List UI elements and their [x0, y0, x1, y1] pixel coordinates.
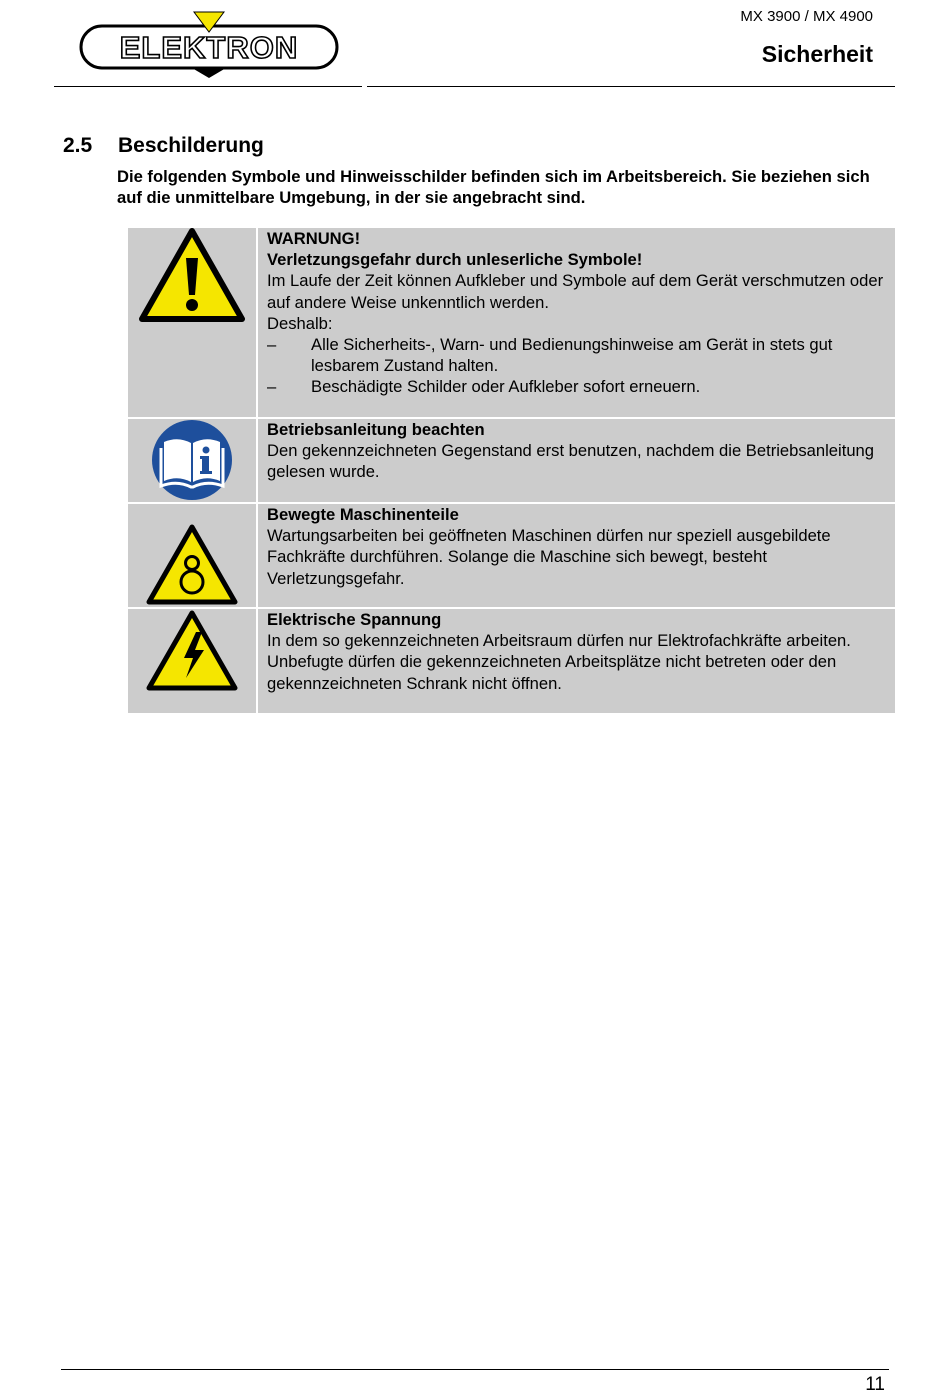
bullet-text: Alle Sicherheits-, Warn- und Bedienungshinweise am Gerät in stets gut lesbarem Zustand halten. [311, 335, 833, 376]
elektron-logo [78, 10, 340, 80]
heading-number: 2.5 [63, 134, 93, 157]
sign-row-voltage [128, 609, 895, 713]
sign-text-cell [258, 609, 895, 713]
sign-label: WARNUNG! [267, 229, 361, 248]
sign-title: Verletzungsgefahr durch unleserliche Symbole! [267, 250, 643, 270]
warning-exclamation-icon [139, 228, 245, 324]
sign-icon-cell [128, 228, 258, 417]
list-item [267, 376, 885, 397]
sign-text: Den gekennzeichneten Gegenstand erst benutzen, nachdem die Betriebsanleitung gelesen wurde. [267, 441, 875, 482]
sign-icon-cell [128, 609, 258, 713]
bullet-text: Beschädigte Schilder oder Aufkleber sofort erneuern. [311, 377, 701, 397]
list-item [267, 334, 885, 376]
bullet-dash: – [267, 335, 277, 355]
sign-row-warning [128, 228, 895, 419]
sign-icon-cell [128, 504, 258, 607]
sign-text-cell [258, 228, 895, 417]
heading-title: Beschilderung [118, 134, 264, 157]
moving-parts-warning-icon [146, 524, 238, 606]
page-number: 11 [865, 1374, 885, 1395]
signs-table [128, 228, 895, 713]
sign-row-manual [128, 419, 895, 504]
bullet-dash: – [267, 377, 277, 397]
footer-rule [61, 1369, 889, 1370]
sign-text-2: Deshalb: [267, 313, 333, 333]
sign-text-cell [258, 419, 895, 502]
model-label: MX 3900 / MX 4900 [740, 8, 873, 25]
section-heading [63, 134, 264, 158]
sign-text-2: Unbefugte dürfen die gekennzeichneten Arbeitsplätze nicht betreten oder den gekennzeichneten Schrank nicht öffnen. [267, 652, 837, 693]
logo-text: ELEKTRON [119, 30, 299, 65]
sign-title: Betriebsanleitung beachten [267, 420, 485, 439]
sign-title: Bewegte Maschinenteile [267, 505, 459, 524]
electric-voltage-warning-icon [146, 610, 238, 692]
sign-title: Elektrische Spannung [267, 610, 442, 629]
sign-text: In dem so gekennzeichneten Arbeitsraum dürfen nur Elektrofachkräfte arbeiten. [267, 631, 851, 651]
intro-paragraph: Die folgenden Symbole und Hinweisschilder befinden sich im Arbeitsbereich. Sie beziehen sich auf die unmittelbare Umgebung, in der sie angebracht sind. [117, 167, 870, 207]
sign-icon-cell [128, 419, 258, 502]
manual-info-icon [150, 418, 234, 502]
sign-text-cell [258, 504, 895, 607]
sign-row-moving-parts [128, 504, 895, 609]
sign-text: Wartungsarbeiten bei geöffneten Maschinen dürfen nur speziell ausgebildete Fachkräfte durchführen. Solange die Maschine sich bewegt, besteht Verletzungsgefahr. [267, 526, 831, 588]
section-title: Sicherheit [761, 41, 873, 67]
header-rule-right [367, 86, 895, 87]
header-rule-left [54, 86, 362, 87]
sign-text: Im Laufe der Zeit können Aufkleber und Symbole auf dem Gerät verschmutzen oder auf andere Weise unkenntlich werden. [267, 271, 884, 312]
